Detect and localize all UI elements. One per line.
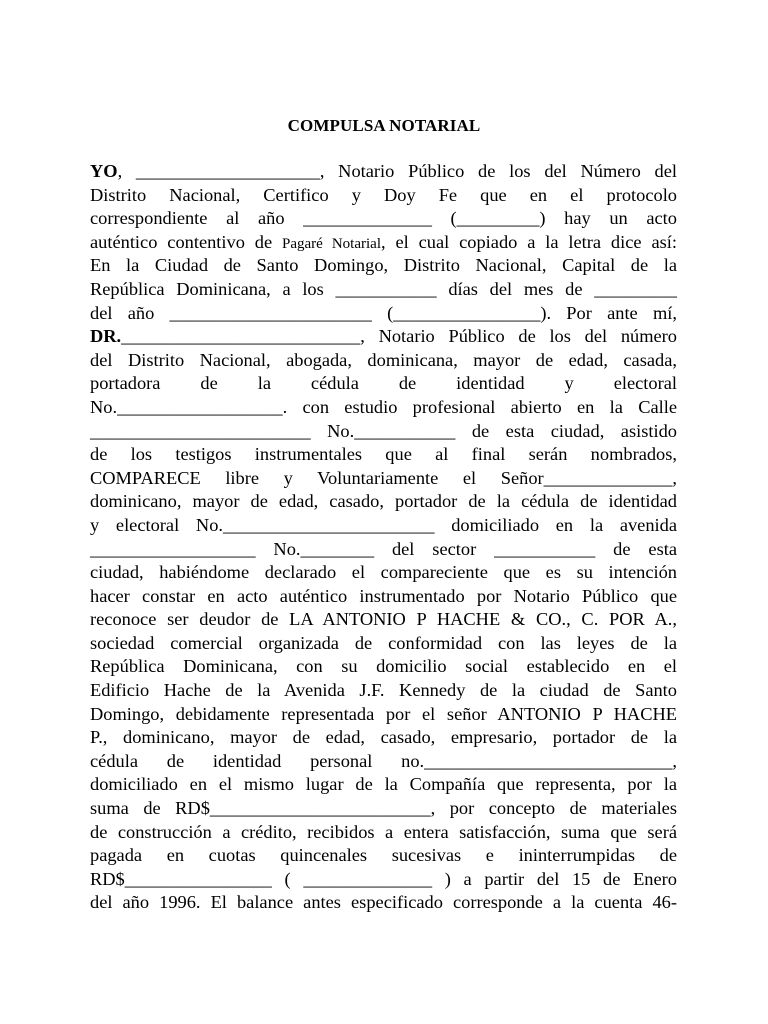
- line-text: Edificio Hache de la Avenida J.F. Kennedy de la ciudad de Santo: [90, 680, 677, 701]
- text-line: [90, 443, 677, 467]
- text-line: [90, 608, 677, 632]
- line-text: del año ______________________ (________________). Por ante mí,: [90, 302, 677, 323]
- line-text: , el cual copiado a la letra dice así:: [381, 231, 677, 252]
- text-line: [90, 467, 677, 491]
- text-line: [90, 231, 677, 255]
- text-line: [90, 254, 677, 278]
- text-line: [90, 207, 677, 231]
- text-line: [90, 773, 677, 797]
- line-text: __________________ No.________ del sector ___________ de esta: [90, 538, 677, 559]
- line-text: En la Ciudad de Santo Domingo, Distrito Nacional, Capital de la: [90, 255, 677, 276]
- line-text: __________________________, Notario Público de los del número: [121, 326, 677, 347]
- line-text: del Distrito Nacional, abogada, dominicana, mayor de edad, casada,: [90, 349, 677, 370]
- text-line: [90, 184, 677, 208]
- text-line: [90, 372, 677, 396]
- text-line: [90, 821, 677, 845]
- line-text: portadora de la cédula de identidad y electoral: [90, 373, 677, 394]
- text-line: [90, 160, 677, 184]
- text-line: [90, 538, 677, 562]
- line-text: República Dominicana, con su domicilio social establecido en el: [90, 656, 677, 677]
- line-text: de construcción a crédito, recibidos a entera satisfacción, suma que será: [90, 821, 677, 842]
- line-text: dominicano, mayor de edad, casado, portador de la cédula de identidad: [90, 491, 677, 512]
- line-text: sociedad comercial organizada de conformidad con las leyes de la: [90, 632, 677, 653]
- line-text: auténtico contentivo de: [90, 231, 283, 252]
- line-text: cédula de identidad personal no.___________________________,: [90, 750, 677, 771]
- line-text: de los testigos instrumentales que al final serán nombrados,: [90, 444, 677, 465]
- text-line: [90, 396, 677, 420]
- line-text: RD$________________ ( ______________ ) a partir del 15 de Enero: [90, 868, 677, 889]
- bold-text: YO: [90, 161, 118, 181]
- text-line: [90, 868, 677, 892]
- line-text: Distrito Nacional, Certifico y Doy Fe que en el protocolo: [90, 184, 677, 205]
- text-line: [90, 325, 677, 349]
- text-line: [90, 632, 677, 656]
- line-text: domiciliado en el mismo lugar de la Compañía que representa, por la: [90, 774, 677, 795]
- line-text: y electoral No._______________________ domiciliado en la avenida: [90, 514, 677, 535]
- document-body: [90, 160, 677, 915]
- text-line: [90, 750, 677, 774]
- text-line: [90, 797, 677, 821]
- text-line: [90, 679, 677, 703]
- line-text: del año 1996. El balance antes especificado corresponde a la cuenta 46-: [90, 892, 677, 913]
- text-line: [90, 561, 677, 585]
- line-text: Domingo, debidamente representada por el señor ANTONIO P HACHE: [90, 703, 677, 724]
- text-line: [90, 278, 677, 302]
- text-line: [90, 302, 677, 326]
- line-text: No.__________________. con estudio profesional abierto en la Calle: [90, 396, 677, 417]
- line-text: hacer constar en acto auténtico instrumentado por Notario Público que: [90, 585, 677, 606]
- text-line: [90, 655, 677, 679]
- line-text: República Dominicana, a los ___________ días del mes de _________: [90, 278, 677, 299]
- line-text: COMPARECE libre y Voluntariamente el Señor______________,: [90, 467, 677, 488]
- line-text: reconoce ser deudor de LA ANTONIO P HACHE & CO., C. POR A.,: [90, 609, 677, 630]
- text-line: [90, 703, 677, 727]
- text-line: [90, 420, 677, 444]
- line-text: pagada en cuotas quincenales sucesivas e ininterrumpidas de: [90, 845, 677, 866]
- text-line: [90, 490, 677, 514]
- text-line: [90, 844, 677, 868]
- line-text: ________________________ No.___________ de esta ciudad, asistido: [90, 420, 677, 441]
- line-text: P., dominicano, mayor de edad, casado, empresario, portador de la: [90, 727, 677, 748]
- text-line: [90, 585, 677, 609]
- text-line: [90, 514, 677, 538]
- line-text: correspondiente al año ______________ (_________) hay un acto: [90, 208, 677, 229]
- bold-text: DR.: [90, 326, 122, 347]
- line-text: ciudad, habiéndome declarado el compareciente que es su intención: [90, 562, 677, 583]
- text-line: [90, 891, 677, 915]
- text-line: [90, 349, 677, 373]
- line-text: suma de RD$________________________, por concepto de materiales: [90, 798, 677, 819]
- document-title: COMPULSA NOTARIAL: [287, 116, 481, 135]
- document-type-text: Pagaré Notarial: [282, 235, 381, 252]
- line-text: , ____________________, Notario Público de los del Número del: [117, 161, 677, 181]
- text-line: [90, 726, 677, 750]
